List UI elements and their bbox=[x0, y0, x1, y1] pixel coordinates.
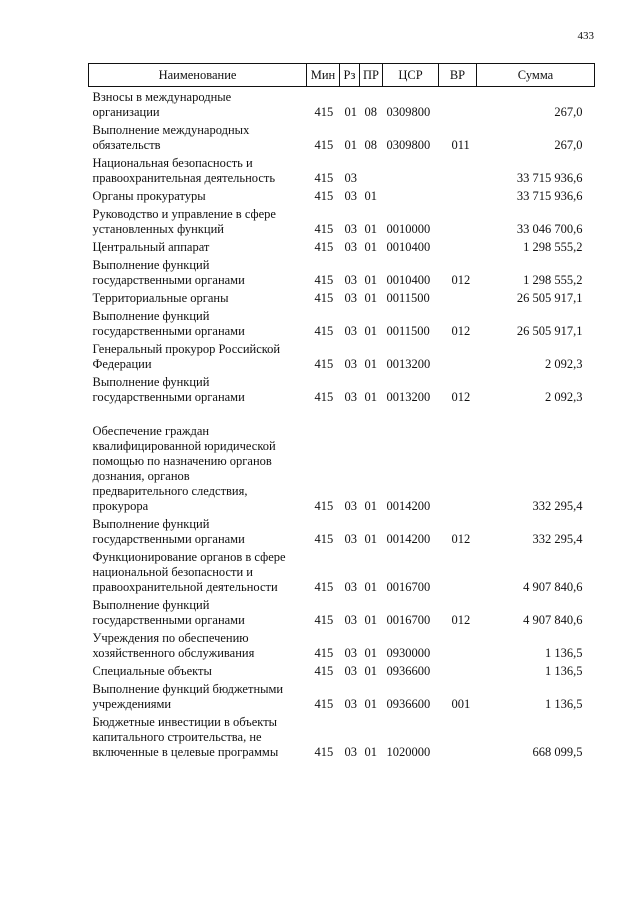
cell-csr: 0010400 bbox=[386, 273, 431, 287]
cell-sum: 4 907 840,6 bbox=[523, 580, 583, 594]
cell-vr: 012 bbox=[451, 390, 471, 404]
cell-csr: 0011500 bbox=[386, 324, 430, 338]
cell-csr: 0016700 bbox=[386, 580, 431, 594]
cell-sum: 332 295,4 bbox=[532, 532, 583, 546]
cell-name: Выполнение функций государственными органами bbox=[92, 309, 245, 338]
cell-sum: 33 046 700,6 bbox=[516, 222, 583, 236]
cell-rz: 03 bbox=[344, 646, 357, 660]
cell-name: Обеспечение граждан квалифицированной юридической помощью по назначению органов дознания, органов предварительного следствия, прокурора bbox=[92, 424, 276, 513]
cell-vr bbox=[439, 153, 477, 186]
cell-csr: 0309800 bbox=[386, 105, 431, 119]
cell-vr bbox=[439, 204, 477, 237]
cell-vr: 012 bbox=[451, 532, 471, 546]
cell-rz: 03 bbox=[344, 240, 357, 254]
cell-name: Национальная безопасность и правоохранительная деятельность bbox=[92, 156, 276, 185]
cell-sum: 1 298 555,2 bbox=[523, 240, 583, 254]
table-row bbox=[89, 679, 595, 712]
cell-name: Выполнение функций государственными органами bbox=[92, 375, 245, 404]
cell-pr: 01 bbox=[364, 324, 377, 338]
cell-pr: 08 bbox=[364, 105, 377, 119]
cell-sum: 4 907 840,6 bbox=[523, 613, 583, 627]
cell-rz: 03 bbox=[344, 324, 357, 338]
cell-vr bbox=[439, 547, 477, 595]
cell-sum: 26 505 917,1 bbox=[516, 324, 583, 338]
cell-pr: 01 bbox=[364, 240, 377, 254]
cell-rz: 03 bbox=[344, 664, 357, 678]
cell-sum: 332 295,4 bbox=[532, 499, 583, 513]
cell-csr: 0930000 bbox=[386, 646, 431, 660]
cell-csr: 0010400 bbox=[386, 240, 431, 254]
cell-name: Функционирование органов в сфере национальной безопасности и правоохранительной деятельности bbox=[92, 550, 286, 594]
table-row bbox=[89, 405, 595, 514]
table-row bbox=[89, 306, 595, 339]
cell-pr: 01 bbox=[364, 291, 377, 305]
cell-name: Генеральный прокурор Российской Федерации bbox=[92, 342, 281, 371]
cell-pr: 01 bbox=[364, 697, 377, 711]
cell-min: 415 bbox=[314, 357, 334, 371]
cell-csr: 0013200 bbox=[386, 390, 431, 404]
cell-name: Выполнение функций государственными органами bbox=[92, 258, 245, 287]
cell-csr: 0011500 bbox=[386, 291, 430, 305]
page-number: 433 bbox=[577, 30, 594, 42]
cell-min: 415 bbox=[314, 291, 334, 305]
table-row bbox=[89, 372, 595, 405]
table-row bbox=[89, 120, 595, 153]
cell-min: 415 bbox=[314, 646, 334, 660]
cell-pr: 01 bbox=[364, 499, 377, 513]
cell-sum: 33 715 936,6 bbox=[516, 189, 583, 203]
cell-name: Выполнение функций государственными органами bbox=[92, 598, 245, 627]
cell-min: 415 bbox=[314, 189, 334, 203]
table-row bbox=[89, 514, 595, 547]
cell-sum: 33 715 936,6 bbox=[516, 171, 583, 185]
cell-sum: 2 092,3 bbox=[545, 357, 583, 371]
cell-min: 415 bbox=[314, 138, 334, 152]
table-row bbox=[89, 661, 595, 679]
cell-min: 415 bbox=[314, 105, 334, 119]
cell-csr: 0010000 bbox=[386, 222, 431, 236]
cell-sum: 267,0 bbox=[554, 105, 583, 119]
cell-pr: 01 bbox=[364, 273, 377, 287]
cell-csr: 0936600 bbox=[386, 664, 431, 678]
header-pr: ПР bbox=[360, 64, 383, 87]
cell-pr: 01 bbox=[364, 390, 377, 404]
cell-vr bbox=[439, 288, 477, 306]
cell-name: Взносы в международные организации bbox=[92, 90, 232, 119]
cell-name: Учреждения по обеспечению хозяйственного обслуживания bbox=[92, 631, 255, 660]
cell-pr: 01 bbox=[364, 532, 377, 546]
cell-rz: 03 bbox=[344, 357, 357, 371]
cell-min: 415 bbox=[314, 613, 334, 627]
cell-min: 415 bbox=[314, 324, 334, 338]
cell-vr bbox=[439, 87, 477, 121]
cell-sum: 1 136,5 bbox=[545, 664, 583, 678]
cell-csr bbox=[383, 186, 439, 204]
table-row bbox=[89, 339, 595, 372]
cell-min: 415 bbox=[314, 222, 334, 236]
cell-name: Выполнение функций бюджетными учреждениями bbox=[92, 682, 284, 711]
cell-rz: 03 bbox=[344, 273, 357, 287]
cell-pr: 01 bbox=[364, 646, 377, 660]
cell-name: Выполнение международных обязательств bbox=[92, 123, 250, 152]
cell-name: Специальные объекты bbox=[92, 664, 212, 678]
cell-vr bbox=[439, 237, 477, 255]
cell-rz: 03 bbox=[344, 613, 357, 627]
cell-rz: 01 bbox=[344, 138, 357, 152]
cell-pr: 01 bbox=[364, 222, 377, 236]
table-row bbox=[89, 712, 595, 760]
cell-csr: 1020000 bbox=[386, 745, 431, 759]
cell-name: Территориальные органы bbox=[92, 291, 229, 305]
cell-min: 415 bbox=[314, 532, 334, 546]
cell-pr: 01 bbox=[364, 613, 377, 627]
cell-rz: 01 bbox=[344, 105, 357, 119]
cell-min: 415 bbox=[314, 745, 334, 759]
cell-vr bbox=[439, 628, 477, 661]
cell-sum: 267,0 bbox=[554, 138, 583, 152]
cell-rz: 03 bbox=[344, 222, 357, 236]
table-row bbox=[89, 255, 595, 288]
header-csr: ЦСР bbox=[383, 64, 439, 87]
cell-vr bbox=[439, 186, 477, 204]
cell-sum: 2 092,3 bbox=[545, 390, 583, 404]
cell-vr: 012 bbox=[451, 324, 471, 338]
cell-pr: 01 bbox=[364, 189, 377, 203]
cell-pr: 01 bbox=[364, 357, 377, 371]
cell-rz: 03 bbox=[344, 171, 357, 185]
cell-min: 415 bbox=[314, 499, 334, 513]
table-row bbox=[89, 628, 595, 661]
cell-rz: 03 bbox=[344, 499, 357, 513]
cell-pr: 01 bbox=[364, 745, 377, 759]
cell-min: 415 bbox=[314, 273, 334, 287]
cell-csr bbox=[383, 153, 439, 186]
cell-csr: 0936600 bbox=[386, 697, 431, 711]
cell-min: 415 bbox=[314, 664, 334, 678]
cell-rz: 03 bbox=[344, 390, 357, 404]
cell-name: Выполнение функций государственными органами bbox=[92, 517, 245, 546]
cell-pr: 01 bbox=[364, 580, 377, 594]
cell-rz: 03 bbox=[344, 580, 357, 594]
cell-csr: 0016700 bbox=[386, 613, 431, 627]
cell-min: 415 bbox=[314, 580, 334, 594]
cell-name: Руководство и управление в сфере установленных функций bbox=[92, 207, 276, 236]
header-sum: Сумма bbox=[477, 64, 595, 87]
cell-rz: 03 bbox=[344, 291, 357, 305]
cell-name: Центральный аппарат bbox=[92, 240, 210, 254]
header-vr: ВР bbox=[439, 64, 477, 87]
cell-vr: 011 bbox=[451, 138, 470, 152]
cell-min: 415 bbox=[314, 697, 334, 711]
cell-rz: 03 bbox=[344, 189, 357, 203]
cell-rz: 03 bbox=[344, 532, 357, 546]
cell-min: 415 bbox=[314, 171, 334, 185]
table-header bbox=[89, 64, 595, 87]
cell-pr bbox=[360, 153, 383, 186]
budget-table bbox=[88, 63, 595, 760]
cell-vr bbox=[439, 405, 477, 514]
cell-vr bbox=[439, 661, 477, 679]
cell-rz: 03 bbox=[344, 697, 357, 711]
cell-vr bbox=[439, 712, 477, 760]
cell-name: Органы прокуратуры bbox=[92, 189, 206, 203]
cell-sum: 1 136,5 bbox=[545, 697, 583, 711]
cell-rz: 03 bbox=[344, 745, 357, 759]
header-name: Наименование bbox=[89, 64, 307, 87]
cell-vr: 001 bbox=[451, 697, 471, 711]
cell-csr: 0014200 bbox=[386, 499, 431, 513]
table-row bbox=[89, 595, 595, 628]
cell-pr: 08 bbox=[364, 138, 377, 152]
cell-pr: 01 bbox=[364, 664, 377, 678]
cell-sum: 26 505 917,1 bbox=[516, 291, 583, 305]
header-min: Мин bbox=[307, 64, 340, 87]
table-body bbox=[89, 87, 595, 761]
cell-min: 415 bbox=[314, 240, 334, 254]
cell-vr bbox=[439, 339, 477, 372]
cell-min: 415 bbox=[314, 390, 334, 404]
cell-csr: 0014200 bbox=[386, 532, 431, 546]
table-row bbox=[89, 204, 595, 237]
table-row bbox=[89, 237, 595, 255]
cell-sum: 1 298 555,2 bbox=[523, 273, 583, 287]
cell-name: Бюджетные инвестиции в объекты капитального строительства, не включенные в целевые программы bbox=[92, 715, 279, 759]
cell-sum: 1 136,5 bbox=[545, 646, 583, 660]
table-row bbox=[89, 288, 595, 306]
table-row bbox=[89, 153, 595, 186]
cell-csr: 0309800 bbox=[386, 138, 431, 152]
table-row bbox=[89, 186, 595, 204]
cell-csr: 0013200 bbox=[386, 357, 431, 371]
cell-vr: 012 bbox=[451, 613, 471, 627]
table-row bbox=[89, 87, 595, 121]
cell-vr: 012 bbox=[451, 273, 471, 287]
header-rz: Рз bbox=[340, 64, 360, 87]
table-row bbox=[89, 547, 595, 595]
cell-sum: 668 099,5 bbox=[532, 745, 583, 759]
header-row bbox=[89, 64, 595, 87]
